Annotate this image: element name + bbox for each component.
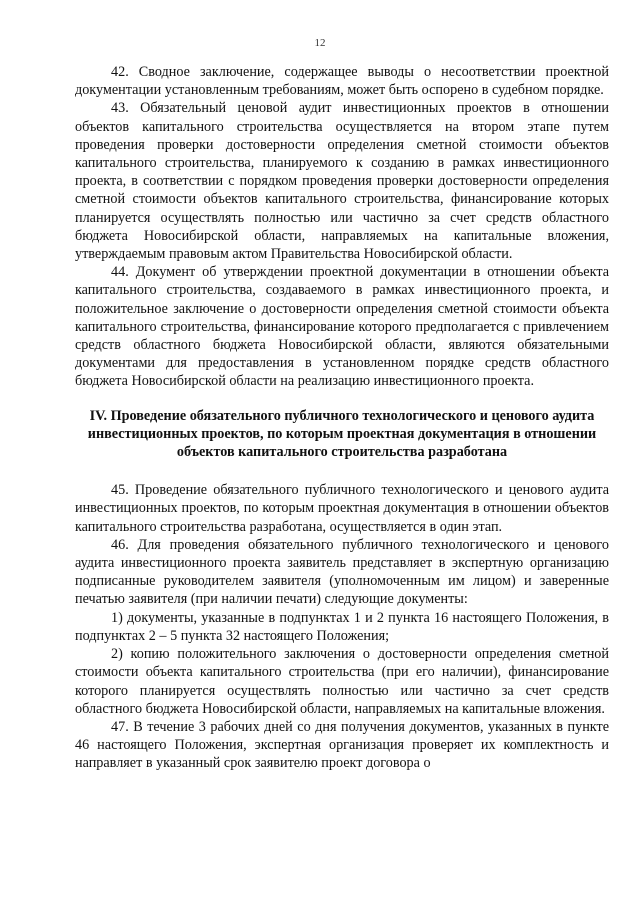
paragraph-47: 47. В течение 3 рабочих дней со дня получения документов, указанных в пункте 46 настоящего Положения, экспертная организация проверяет их комплектность и направляет в указанный срок заявителю проект договора о <box>75 718 609 772</box>
paragraph-42: 42. Сводное заключение, содержащее выводы о несоответствии проектной документации установленным требованиям, может быть оспорено в судебном порядке. <box>75 64 609 99</box>
document-body <box>75 63 609 773</box>
subitem-1: 1) документы, указанные в подпунктах 1 и 2 пункта 16 настоящего Положения, в подпунктах 2 – 5 пункта 32 настоящего Положения; <box>75 609 609 644</box>
subitem-2: 2) копию положительного заключения о достоверности определения сметной стоимости объекта капитального строительства (при его наличии), финансирование которого планируется осуществлять полностью или частично за счет средств областного бюджета Новосибирской области, направляемых на капитальные вложения. <box>75 646 609 717</box>
paragraph-45: 45. Проведение обязательного публичного технологического и ценового аудита инвестиционных проектов, по которым проектная документация в отношении объектов капитального строительства разработана, осуществляется в один этап. <box>75 482 609 535</box>
section-heading: IV. Проведение обязательного публичного технологического и ценового аудита инвестиционных проектов, по которым проектная документация в отношении объектов капитального строительства разработана <box>87 407 597 461</box>
paragraph-44: 44. Документ об утверждении проектной документации в отношении объекта капитального строительства, создаваемого в рамках инвестиционного проекта, и положительное заключение о достоверности определения сметной стоимости объекта капитального строительства, финансирование которого предполагается с привлечением средств областного бюджета Новосибирской области, являются обязательными документами для предоставления в установленном порядке средств областного бюджета Новосибирской области на реализацию инвестиционного проекта. <box>75 264 609 390</box>
paragraph-46: 46. Для проведения обязательного публичного технологического и ценового аудита инвестиционного проекта заявитель представляет в экспертную организацию подписанные руководителем заявителя (уполномоченным им лицом) и заверенные печатью заявителя (при наличии печати) следующие документы: <box>75 536 609 608</box>
paragraph-43: 43. Обязательный ценовой аудит инвестиционных проектов в отношении объектов капитального строительства осуществляется на втором этапе путем проведения проверки достоверности определения сметной стоимости объектов капитального строительства, планируемого к созданию в рамках инвестиционного проекта, в соответствии с порядком проведения проверки достоверности определения сметной стоимости объектов капитального строительства, финансирование которых планируется осуществлять полностью или частично за счет средств областного бюджета Новосибирской области, направляемых на капитальные вложения, утверждаемым правовым актом Правительства Новосибирской области. <box>75 100 609 263</box>
page-number: 12 <box>314 37 326 49</box>
